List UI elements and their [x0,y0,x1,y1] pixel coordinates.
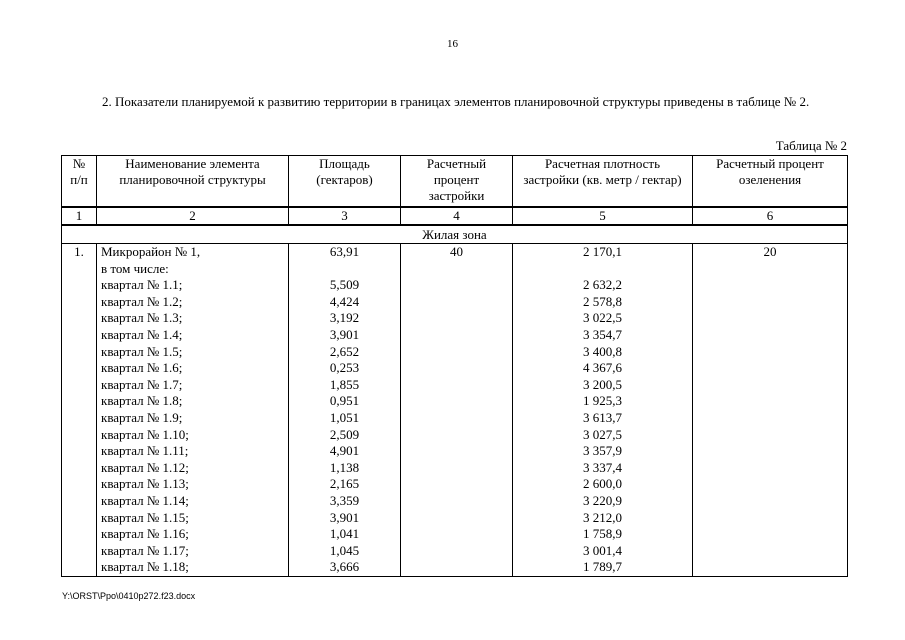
row-number-cell [62,559,97,576]
element-name-cell: квартал № 1.3; [97,310,289,327]
row-number-cell [62,410,97,427]
row-number-cell [62,493,97,510]
element-name-cell: квартал № 1.15; [97,510,289,527]
area-cell: 1,138 [289,460,401,477]
area-cell: 1,041 [289,526,401,543]
density-cell: 3 027,5 [513,427,693,444]
table-row [62,277,848,294]
table-row [62,294,848,311]
area-cell: 1,045 [289,543,401,560]
header-cell-green-percent: Расчетный процент озеленения [693,156,848,208]
element-name-cell: квартал № 1.1; [97,277,289,294]
green-percent-cell: 20 [693,244,848,261]
area-cell: 3,901 [289,327,401,344]
green-percent-cell [693,344,848,361]
table-row [62,244,848,261]
green-percent-cell [693,493,848,510]
table-row [62,460,848,477]
element-name-cell: квартал № 1.17; [97,543,289,560]
area-cell: 2,509 [289,427,401,444]
table-row [62,510,848,527]
page-number: 16 [447,38,458,50]
element-name-cell: квартал № 1.9; [97,410,289,427]
row-number-cell [62,327,97,344]
intro-paragraph: 2. Показатели планируемой к развитию территории в границах элементов планировочной структуры приведены в таблице № 2. [102,94,810,109]
area-cell: 4,901 [289,443,401,460]
green-percent-cell [693,427,848,444]
element-name-cell: квартал № 1.10; [97,427,289,444]
green-percent-cell [693,510,848,527]
header-cell-build-percent: Расчетный процент застройки [401,156,513,208]
table-row [62,344,848,361]
density-cell: 2 170,1 [513,244,693,261]
green-percent-cell [693,360,848,377]
row-number-cell [62,393,97,410]
density-cell: 3 337,4 [513,460,693,477]
header-cell-number: № п/п [62,156,97,208]
table-row [62,476,848,493]
table-row [62,377,848,394]
density-cell: 3 357,9 [513,443,693,460]
element-name-cell: квартал № 1.8; [97,393,289,410]
zone-row [62,225,848,244]
area-cell [289,261,401,278]
density-cell: 2 600,0 [513,476,693,493]
area-cell: 1,855 [289,377,401,394]
build-percent-cell: 40 [401,244,513,261]
build-percent-cell [401,493,513,510]
element-name-cell: квартал № 1.4; [97,327,289,344]
density-cell: 3 220,9 [513,493,693,510]
density-cell: 3 200,5 [513,377,693,394]
area-cell: 2,165 [289,476,401,493]
green-percent-cell [693,543,848,560]
area-cell: 1,051 [289,410,401,427]
row-number-cell [62,360,97,377]
build-percent-cell [401,294,513,311]
area-cell: 3,666 [289,559,401,576]
density-cell: 1 925,3 [513,393,693,410]
column-number-row [62,207,848,225]
row-number-cell [62,261,97,278]
area-cell: 3,359 [289,493,401,510]
table-row [62,493,848,510]
row-number-cell [62,277,97,294]
green-percent-cell [693,476,848,493]
area-cell: 0,951 [289,393,401,410]
element-name-cell: квартал № 1.6; [97,360,289,377]
element-name-cell: Микрорайон № 1, [97,244,289,261]
build-percent-cell [401,460,513,477]
row-number-cell [62,294,97,311]
area-cell: 3,192 [289,310,401,327]
density-cell [513,261,693,278]
row-number-cell [62,427,97,444]
density-cell: 1 789,7 [513,559,693,576]
build-percent-cell [401,510,513,527]
green-percent-cell [693,310,848,327]
density-cell: 1 758,9 [513,526,693,543]
header-cell-density: Расчетная плотность застройки (кв. метр / гектар) [513,156,693,208]
build-percent-cell [401,427,513,444]
density-cell: 3 400,8 [513,344,693,361]
area-cell: 5,509 [289,277,401,294]
table-row [62,327,848,344]
planning-indicators-table [61,155,848,577]
table-row [62,559,848,576]
table-header-row [62,156,848,208]
row-number-cell [62,543,97,560]
green-percent-cell [693,443,848,460]
green-percent-cell [693,261,848,278]
table-row [62,427,848,444]
area-cell: 2,652 [289,344,401,361]
column-number-cell: 2 [97,207,289,225]
green-percent-cell [693,559,848,576]
zone-label: Жилая зона [62,225,848,244]
build-percent-cell [401,543,513,560]
element-name-cell: квартал № 1.5; [97,344,289,361]
row-number-cell [62,510,97,527]
build-percent-cell [401,261,513,278]
table-row [62,393,848,410]
element-name-cell: в том числе: [97,261,289,278]
build-percent-cell [401,559,513,576]
table-body [62,244,848,577]
row-number-cell [62,476,97,493]
row-number-cell [62,526,97,543]
density-cell: 3 001,4 [513,543,693,560]
green-percent-cell [693,526,848,543]
density-cell: 3 022,5 [513,310,693,327]
green-percent-cell [693,277,848,294]
table-row [62,443,848,460]
build-percent-cell [401,344,513,361]
build-percent-cell [401,277,513,294]
column-number-cell: 5 [513,207,693,225]
density-cell: 3 212,0 [513,510,693,527]
element-name-cell: квартал № 1.2; [97,294,289,311]
element-name-cell: квартал № 1.14; [97,493,289,510]
build-percent-cell [401,310,513,327]
row-number-cell [62,377,97,394]
density-cell: 3 354,7 [513,327,693,344]
area-cell: 0,253 [289,360,401,377]
build-percent-cell [401,377,513,394]
header-cell-name: Наименование элемента планировочной структуры [97,156,289,208]
file-path-footer: Y:\ORST\Ppo\0410p272.f23.docx [62,591,196,601]
build-percent-cell [401,443,513,460]
row-number-cell [62,310,97,327]
build-percent-cell [401,526,513,543]
header-cell-area: Площадь (гектаров) [289,156,401,208]
element-name-cell: квартал № 1.13; [97,476,289,493]
row-number-cell [62,443,97,460]
density-cell: 2 632,2 [513,277,693,294]
area-cell: 4,424 [289,294,401,311]
green-percent-cell [693,410,848,427]
column-number-cell: 4 [401,207,513,225]
column-number-cell: 6 [693,207,848,225]
element-name-cell: квартал № 1.16; [97,526,289,543]
build-percent-cell [401,360,513,377]
green-percent-cell [693,377,848,394]
row-number-cell [62,344,97,361]
area-cell: 3,901 [289,510,401,527]
green-percent-cell [693,327,848,344]
green-percent-cell [693,460,848,477]
row-number-cell: 1. [62,244,97,261]
build-percent-cell [401,393,513,410]
element-name-cell: квартал № 1.11; [97,443,289,460]
build-percent-cell [401,476,513,493]
green-percent-cell [693,393,848,410]
table-row [62,410,848,427]
table-row [62,526,848,543]
table-row [62,360,848,377]
green-percent-cell [693,294,848,311]
build-percent-cell [401,410,513,427]
element-name-cell: квартал № 1.18; [97,559,289,576]
density-cell: 2 578,8 [513,294,693,311]
table-caption: Таблица № 2 [775,138,847,153]
row-number-cell [62,460,97,477]
element-name-cell: квартал № 1.7; [97,377,289,394]
table-row [62,261,848,278]
table-row [62,310,848,327]
element-name-cell: квартал № 1.12; [97,460,289,477]
density-cell: 4 367,6 [513,360,693,377]
density-cell: 3 613,7 [513,410,693,427]
area-cell: 63,91 [289,244,401,261]
table-row [62,543,848,560]
column-number-cell: 3 [289,207,401,225]
build-percent-cell [401,327,513,344]
column-number-cell: 1 [62,207,97,225]
